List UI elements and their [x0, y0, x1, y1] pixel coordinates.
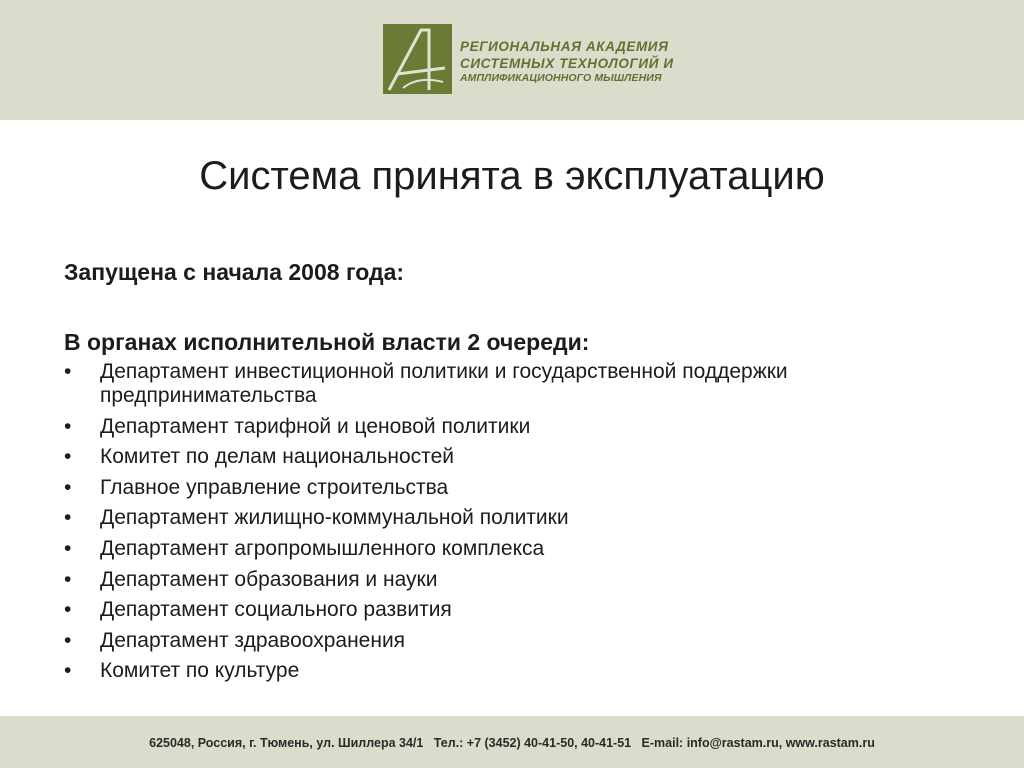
list-item [64, 506, 964, 530]
bullet-icon: • [64, 414, 72, 438]
departments-list [64, 360, 964, 690]
list-item [64, 659, 964, 683]
list-item-text: Главное управление строительства [100, 475, 449, 499]
list-item-text: Департамент здравоохранения [100, 628, 406, 652]
header-band [0, 0, 1024, 120]
academy-logo [383, 24, 674, 94]
list-item-text: Департамент агропромышленного комплекса [100, 536, 545, 560]
bullet-icon: • [64, 659, 72, 683]
logo-line-2: СИСТЕМНЫХ ТЕХНОЛОГИЙ И [460, 55, 674, 71]
list-item-text: Комитет по делам национальностей [100, 445, 454, 469]
list-item [64, 598, 964, 622]
bullet-icon: • [64, 536, 72, 560]
bullet-icon: • [64, 506, 72, 530]
list-item [64, 445, 964, 469]
list-item [64, 537, 964, 561]
list-item [64, 415, 964, 439]
executive-bodies-heading: В органах исполнительной власти 2 очереди: [64, 329, 590, 355]
list-item [64, 568, 964, 592]
list-item-text: Департамент образования и науки [100, 567, 438, 591]
footer-contacts: 625048, Россия, г. Тюмень, ул. Шиллера 34/1 Тел.: +7 (3452) 40-41-50, 40-41-51 E-mail: info@rastam.ru, www.rastam.ru [149, 736, 875, 750]
bullet-icon: • [64, 360, 72, 383]
logo-mark-icon [383, 24, 452, 94]
slide-title: Система принята в эксплуатацию [199, 154, 825, 198]
list-item-text: Комитет по культуре [100, 659, 300, 683]
list-item-text: Департамент социального развития [100, 598, 452, 622]
bullet-icon: • [64, 567, 72, 591]
bullet-icon: • [64, 628, 72, 652]
logo-wordmark [460, 39, 674, 84]
bullet-icon: • [64, 445, 72, 469]
bullet-icon: • [64, 475, 72, 499]
list-item [64, 476, 964, 500]
logo-line-3: АМПЛИФИКАЦИОННОГО МЫШЛЕНИЯ [460, 72, 662, 84]
list-item [64, 360, 964, 408]
list-item-text: Департамент инвестиционной политики и государственной поддержки предпринимательства [100, 360, 788, 407]
list-item [64, 629, 964, 653]
list-item-text: Департамент тарифной и ценовой политики [100, 414, 531, 438]
logo-line-1: РЕГИОНАЛЬНАЯ АКАДЕМИЯ [460, 39, 669, 54]
launch-date-heading: Запущена с начала 2008 года: [64, 259, 405, 285]
footer-band [0, 716, 1024, 768]
list-item-text: Департамент жилищно-коммунальной политики [100, 506, 569, 530]
bullet-icon: • [64, 598, 72, 622]
